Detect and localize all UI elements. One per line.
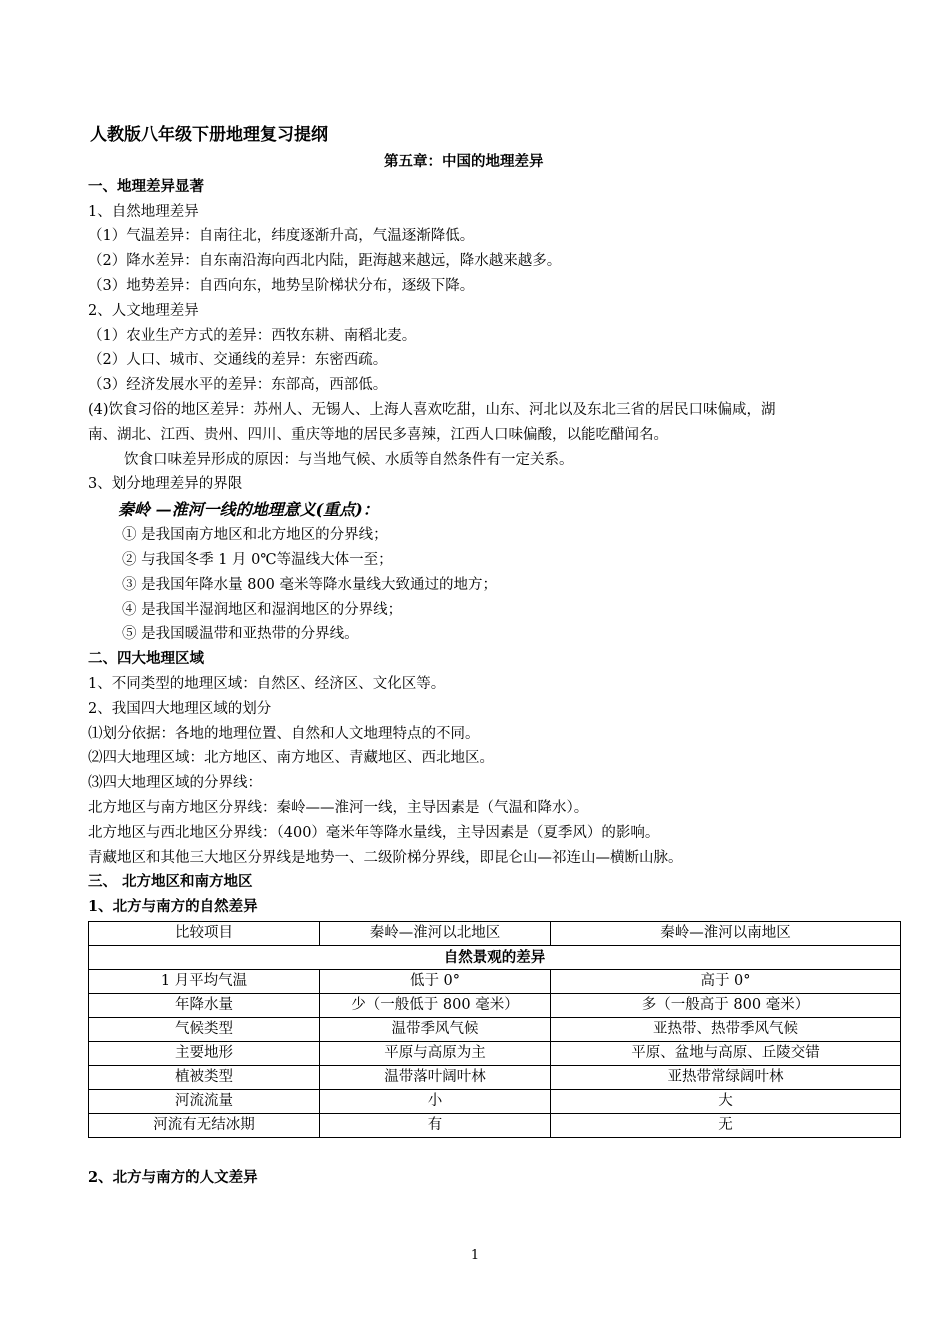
qinling-point-4: ④ 是我国半湿润地区和湿润地区的分界线； [122, 601, 403, 618]
north-south-comparison-table [88, 921, 901, 1138]
table-cell: 河流流量 [89, 1089, 320, 1113]
table-row [89, 993, 901, 1017]
table-row [89, 1017, 901, 1041]
s1-h2: （2）人口、城市、交通线的差异：东密西疏。 [88, 352, 388, 369]
table-header-cell: 秦岭—淮河以南地区 [551, 921, 901, 945]
s1-h4b: 南、湖北、江西、贵州、四川、重庆等地的居民多喜辣，江西人口味偏酸，以能吃醋闻名。 [88, 426, 668, 443]
s1-p1: （1）气温差异：自南往北，纬度逐渐升高，气温逐渐降低。 [88, 228, 475, 245]
table-cell: 温带落叶阔叶林 [320, 1065, 551, 1089]
qinling-point-3: ③ 是我国年降水量 800 毫米等降水量线大致通过的地方； [122, 576, 498, 593]
s2-l7: 北方地区与西北地区分界线：（400）毫米年等降水量线，主导因素是（夏季风）的影响。 [88, 824, 660, 841]
page-number: 1 [470, 1248, 480, 1263]
table-header-cell: 秦岭—淮河以北地区 [320, 921, 551, 945]
table-cell: 有 [320, 1113, 551, 1137]
s1-h3: （3）经济发展水平的差异：东部高，西部低。 [88, 377, 388, 394]
table-cell: 无 [551, 1113, 901, 1137]
qinling-point-2: ② 与我国冬季 1 月 0℃等温线大体一至； [122, 551, 393, 568]
s3-sub2: 2、北方与南方的人文差异 [88, 1168, 258, 1186]
table-cell: 平原、盆地与高原、丘陵交错 [551, 1041, 901, 1065]
section-1-heading: 一、地理差异显著 [88, 177, 204, 195]
section-3-heading: 三、 北方地区和南方地区 [88, 873, 253, 891]
table-header-cell: 比较项目 [89, 921, 320, 945]
table-row [89, 969, 901, 993]
s2-l4: ⑵四大地理区域：北方地区、南方地区、青藏地区、西北地区。 [88, 750, 494, 767]
qinling-heading: 秦岭 —淮河一线的地理意义(重点)： [118, 500, 379, 520]
s2-l5: ⑶四大地理区域的分界线： [88, 775, 262, 792]
table-cell: 亚热带常绿阔叶林 [551, 1065, 901, 1089]
table-row [89, 1041, 901, 1065]
section-2-heading: 二、四大地理区域 [88, 650, 204, 668]
s2-l2: 2、我国四大地理区域的划分 [88, 700, 272, 717]
qinling-point-5: ⑤ 是我国暖温带和亚热带的分界线。 [122, 626, 359, 643]
table-cell: 气候类型 [89, 1017, 320, 1041]
table-cell: 河流有无结冰期 [89, 1113, 320, 1137]
table-cell: 小 [320, 1089, 551, 1113]
qinling-point-1: ① 是我国南方地区和北方地区的分界线； [122, 527, 388, 544]
table-section-row [89, 945, 901, 969]
s1-h4a: (4)饮食习俗的地区差异：苏州人、无锡人、上海人喜欢吃甜，山东、河北以及东北三省的居民口味偏咸，湖 [88, 401, 776, 418]
s2-l1: 1、不同类型的地理区域：自然区、经济区、文化区等。 [88, 675, 446, 692]
s1-sub2: 2、人文地理差异 [88, 302, 199, 319]
table-cell: 1 月平均气温 [89, 969, 320, 993]
table-cell: 高于 0° [551, 969, 901, 993]
s1-h1: （1）农业生产方式的差异：西牧东耕、南稻北麦。 [88, 327, 417, 344]
document-title: 人教版八年级下册地理复习提纲 [90, 125, 328, 145]
table-cell: 多（一般高于 800 毫米） [551, 993, 901, 1017]
s1-p2: （2）降水差异：自东南沿海向西北内陆，距海越来越远，降水越来越多。 [88, 253, 562, 270]
s1-sub3: 3、划分地理差异的界限 [88, 476, 243, 493]
table-cell: 平原与高原为主 [320, 1041, 551, 1065]
table-cell: 年降水量 [89, 993, 320, 1017]
table-row [89, 1113, 901, 1137]
table-cell: 植被类型 [89, 1065, 320, 1089]
s2-l8: 青藏地区和其他三大地区分界线是地势一、二级阶梯分界线，即昆仑山—祁连山—横断山脉。 [88, 849, 683, 866]
chapter-title: 第五章：中国的地理差异 [384, 153, 544, 170]
table-cell: 大 [551, 1089, 901, 1113]
s1-p3: （3）地势差异：自西向东，地势呈阶梯状分布，逐级下降。 [88, 277, 475, 294]
table-cell: 温带季风气候 [320, 1017, 551, 1041]
table-section-title: 自然景观的差异 [89, 945, 901, 969]
s1-sub1: 1、自然地理差异 [88, 203, 199, 220]
s3-sub1: 1、北方与南方的自然差异 [88, 898, 258, 916]
document-page [88, 120, 898, 1191]
table-row [89, 1065, 901, 1089]
s2-l3: ⑴划分依据：各地的地理位置、自然和人文地理特点的不同。 [88, 725, 480, 742]
s2-l6: 北方地区与南方地区分界线：秦岭——淮河一线，主导因素是（气温和降水）。 [88, 799, 589, 816]
table-cell: 主要地形 [89, 1041, 320, 1065]
s1-h4c: 饮食口味差异形成的原因：与当地气候、水质等自然条件有一定关系。 [124, 451, 574, 468]
table-row [89, 1089, 901, 1113]
table-header-row [89, 921, 901, 945]
table-cell: 低于 0° [320, 969, 551, 993]
table-cell: 亚热带、热带季风气候 [551, 1017, 901, 1041]
table-cell: 少（一般低于 800 毫米） [320, 993, 551, 1017]
